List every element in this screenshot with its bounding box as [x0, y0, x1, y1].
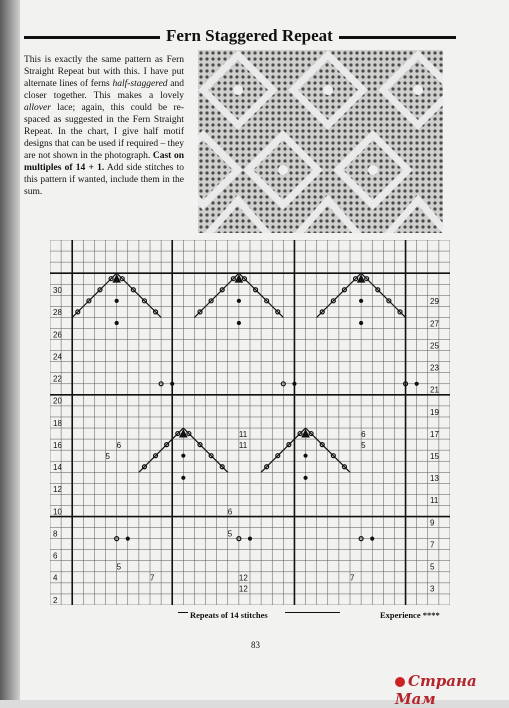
row-number-right: 7 [430, 540, 435, 550]
page-number: 83 [251, 640, 260, 650]
ssk-symbol [150, 306, 161, 317]
k2tog-symbol [139, 461, 150, 472]
page-title: Fern Staggered Repeat [160, 26, 339, 46]
ssk-symbol [339, 461, 350, 472]
row-number-left: 16 [53, 440, 62, 450]
chart-inner-number: 6 [116, 440, 122, 450]
purl-dot-symbol [360, 321, 363, 324]
chart-inner-number: 11 [238, 429, 248, 439]
k2tog-symbol [317, 306, 328, 317]
chart-inner-number: 12 [238, 584, 248, 594]
purl-dot-symbol [371, 537, 374, 540]
chart-inner-number: 5 [116, 562, 122, 572]
row-number-right: 27 [430, 319, 439, 329]
row-number-left: 8 [53, 529, 58, 539]
row-number-left: 24 [53, 352, 62, 362]
k2tog-symbol [72, 306, 83, 317]
row-number-right: 25 [430, 341, 439, 351]
k2tog-symbol [328, 295, 339, 306]
ssk-symbol [328, 450, 339, 461]
purl-dot-symbol [360, 299, 363, 302]
row-number-right: 21 [430, 385, 439, 395]
repeat-arrow-left [178, 612, 188, 613]
purl-dot-symbol [293, 382, 296, 385]
knitting-chart [50, 240, 450, 605]
purl-dot-symbol [304, 454, 307, 457]
row-number-left: 22 [53, 374, 62, 384]
repeat-arrow-right [285, 612, 340, 613]
k2tog-symbol [339, 284, 350, 295]
k2tog-symbol [194, 306, 205, 317]
ssk-symbol [194, 439, 205, 450]
description-text: This is exactly the same pattern as Fern Straight Repeat but with this. I have put alternate lines of ferns half-staggered and closer together. This makes a lovely allover lace; again, this could be re-spaced as suggested in the Fern Straight Repeat. In the chart, I give half motif designs that can be used if required – they are not shown in the photograph. Cast on multiples of 14 + 1. Add side stitches to this pattern if wanted, include them in the sum. [24, 55, 184, 197]
row-number-right: 23 [430, 363, 439, 373]
purl-dot-symbol [237, 321, 240, 324]
row-number-right: 13 [430, 474, 439, 484]
chart-inner-number: 7 [350, 573, 355, 583]
ssk-symbol [206, 450, 217, 461]
row-number-right: 5 [430, 562, 435, 572]
row-number-left: 20 [53, 396, 62, 406]
k2tog-symbol [272, 450, 283, 461]
row-number-right: 17 [430, 429, 439, 439]
row-number-left: 26 [53, 330, 62, 340]
ssk-symbol [217, 461, 228, 472]
row-number-right: 9 [430, 518, 435, 528]
ssk-symbol [317, 439, 328, 450]
chart-inner-number: 5 [361, 440, 366, 450]
k2tog-symbol [83, 295, 94, 306]
row-number-left: 6 [53, 551, 58, 561]
k2tog-symbol [217, 284, 228, 295]
lace-photograph [198, 50, 443, 233]
purl-dot-symbol [115, 299, 118, 302]
chart-inner-number: 5 [227, 529, 233, 539]
purl-dot-symbol [126, 537, 129, 540]
purl-dot-symbol [171, 382, 174, 385]
k2tog-symbol [161, 439, 172, 450]
ssk-symbol [261, 295, 272, 306]
purl-dot-symbol [237, 299, 240, 302]
ssk-symbol [394, 306, 405, 317]
row-number-right: 29 [430, 297, 439, 307]
chart-inner-number: 11 [238, 440, 248, 450]
triangle-symbol [180, 430, 187, 437]
chart-inner-number: 6 [227, 507, 233, 517]
k2tog-symbol [150, 450, 161, 461]
purl-dot-symbol [182, 476, 185, 479]
ssk-symbol [128, 284, 139, 295]
chart-inner-number: 12 [238, 573, 248, 583]
k2tog-symbol [206, 295, 217, 306]
watermark-logo: Страна Мам [395, 672, 477, 708]
row-number-right: 3 [430, 584, 435, 594]
ssk-symbol [250, 284, 261, 295]
purl-dot-symbol [304, 476, 307, 479]
triangle-symbol [113, 275, 120, 282]
row-number-right: 19 [430, 407, 439, 417]
row-number-left: 12 [53, 485, 62, 495]
row-number-left: 10 [53, 507, 62, 517]
ssk-symbol [272, 306, 283, 317]
row-number-right: 11 [430, 496, 439, 506]
purl-dot-symbol [182, 454, 185, 457]
k2tog-symbol [94, 284, 105, 295]
row-number-left: 2 [53, 595, 58, 605]
triangle-symbol [236, 275, 243, 282]
k2tog-symbol [261, 461, 272, 472]
purl-dot-symbol [415, 382, 418, 385]
row-number-left: 4 [53, 573, 58, 583]
row-number-left: 28 [53, 308, 62, 318]
triangle-symbol [358, 275, 365, 282]
row-number-left: 30 [53, 286, 62, 296]
chart-inner-number: 5 [105, 452, 111, 461]
repeats-label: Repeats of 14 stitches [190, 610, 268, 620]
chart-inner-number: 6 [361, 429, 366, 439]
ssk-symbol [139, 295, 150, 306]
triangle-symbol [302, 430, 309, 437]
k2tog-symbol [283, 439, 294, 450]
row-number-left: 18 [53, 418, 62, 428]
row-number-left: 14 [53, 463, 62, 473]
ssk-symbol [383, 295, 394, 306]
purl-dot-symbol [249, 537, 252, 540]
row-number-right: 15 [430, 452, 439, 461]
chart-inner-number: 7 [150, 573, 155, 583]
experience-rating: Experience **** [380, 610, 440, 620]
purl-dot-symbol [115, 321, 118, 324]
ssk-symbol [372, 284, 383, 295]
